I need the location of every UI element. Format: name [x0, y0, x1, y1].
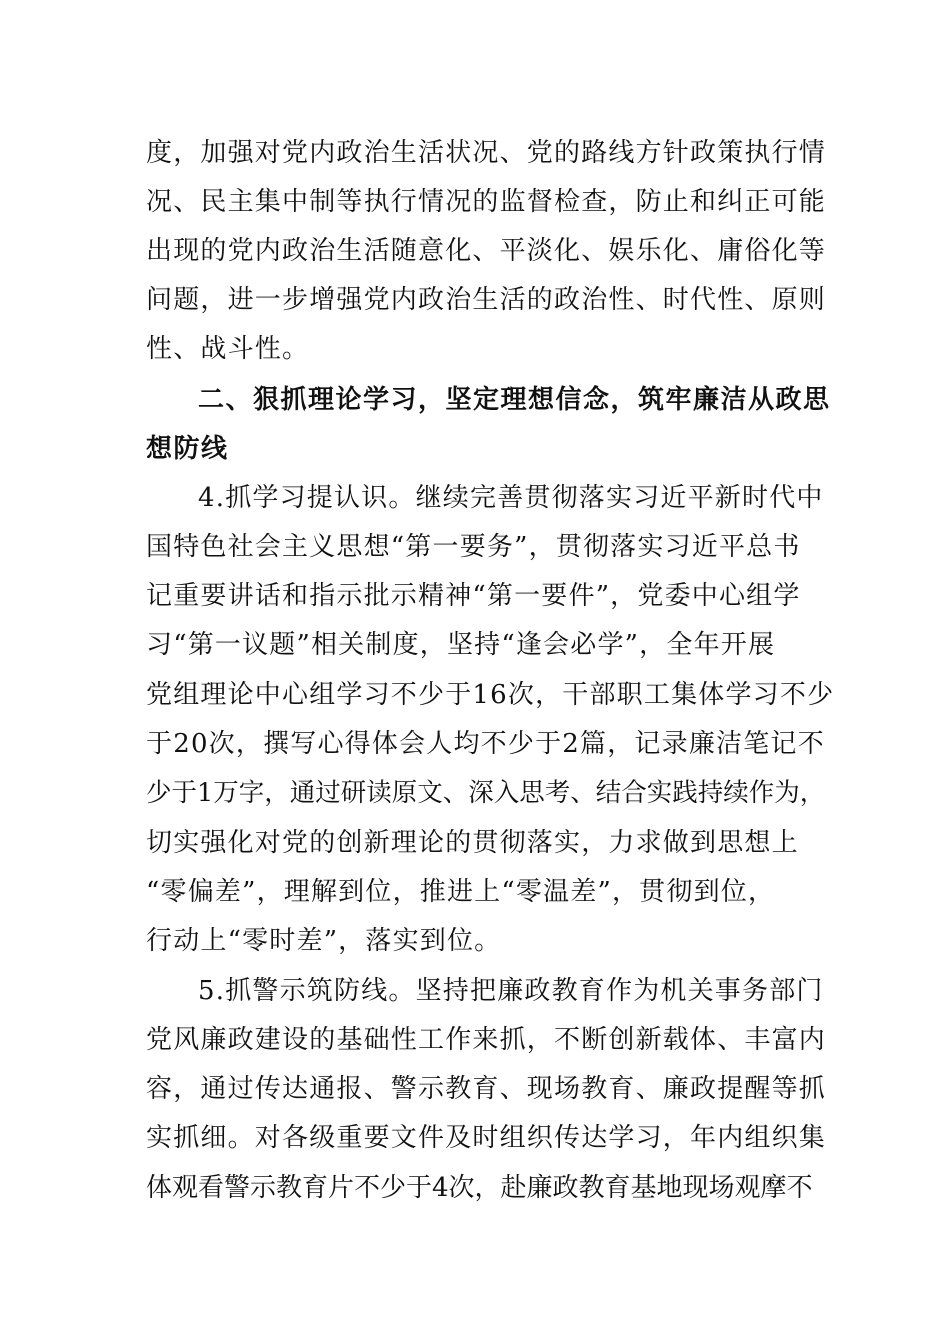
para1-line-4: 问题，进一步增强党内政治生活的政治性、时代性、原则: [146, 285, 827, 315]
item4-line-10: 行动上“零时差”，落实到位。: [146, 926, 502, 956]
item4-line-6: 于20次，撰写心得体会人均不少于2篇，记录廉洁笔记不: [146, 729, 825, 759]
item5-line-4: 实抓细。对各级重要文件及时组织传达学习，年内组织集: [146, 1123, 827, 1153]
item4-line-9: “零偏差”，理解到位，推进上“零温差”，贯彻到位，: [146, 877, 776, 907]
item4-line-4: 习“第一议题”相关制度，坚持“逢会必学”，全年开展: [146, 630, 776, 660]
para1-line-2: 况、民主集中制等执行情况的监督检查，防止和纠正可能: [146, 187, 827, 217]
item4-line-2: 国特色社会主义思想“第一要务”，贯彻落实习近平总书: [146, 532, 801, 562]
item5-line-5: 体观看警示教育片不少于4次，赴廉政教育基地现场观摩不: [146, 1173, 813, 1203]
item5-line-2: 党风廉政建设的基础性工作来抓，不断创新载体、丰富内: [146, 1025, 827, 1055]
para1-line-1: 度，加强对党内政治生活状况、党的路线方针政策执行情: [146, 138, 827, 168]
section-heading-line-2: 想防线: [146, 434, 229, 464]
item5-line-1: 5.抓警示筑防线。坚持把廉政教育作为机关事务部门: [198, 976, 824, 1006]
para1-line-5: 性、战斗性。: [146, 334, 310, 364]
item4-line-8: 切实强化对党的创新理论的贯彻落实，力求做到思想上: [146, 828, 799, 858]
item4-line-5: 党组理论中心组学习不少于16次，干部职工集体学习不少: [146, 680, 835, 710]
item4-line-3: 记重要讲话和指示批示精神“第一要件”，党委中心组学: [146, 581, 801, 611]
item5-line-3: 容，通过传达通报、警示教育、现场教育、廉政提醒等抓: [146, 1074, 827, 1104]
para1-line-3: 出现的党内政治生活随意化、平淡化、娱乐化、庸俗化等: [146, 236, 827, 266]
item4-line-7: 少于1万字，通过研读原文、深入思考、结合实践持续作为，: [146, 778, 826, 808]
item4-line-1: 4.抓学习提认识。继续完善贯彻落实习近平新时代中: [198, 483, 824, 513]
section-heading-line-1: 二、狠抓理论学习，坚定理想信念，筑牢廉洁从政思: [198, 385, 831, 415]
